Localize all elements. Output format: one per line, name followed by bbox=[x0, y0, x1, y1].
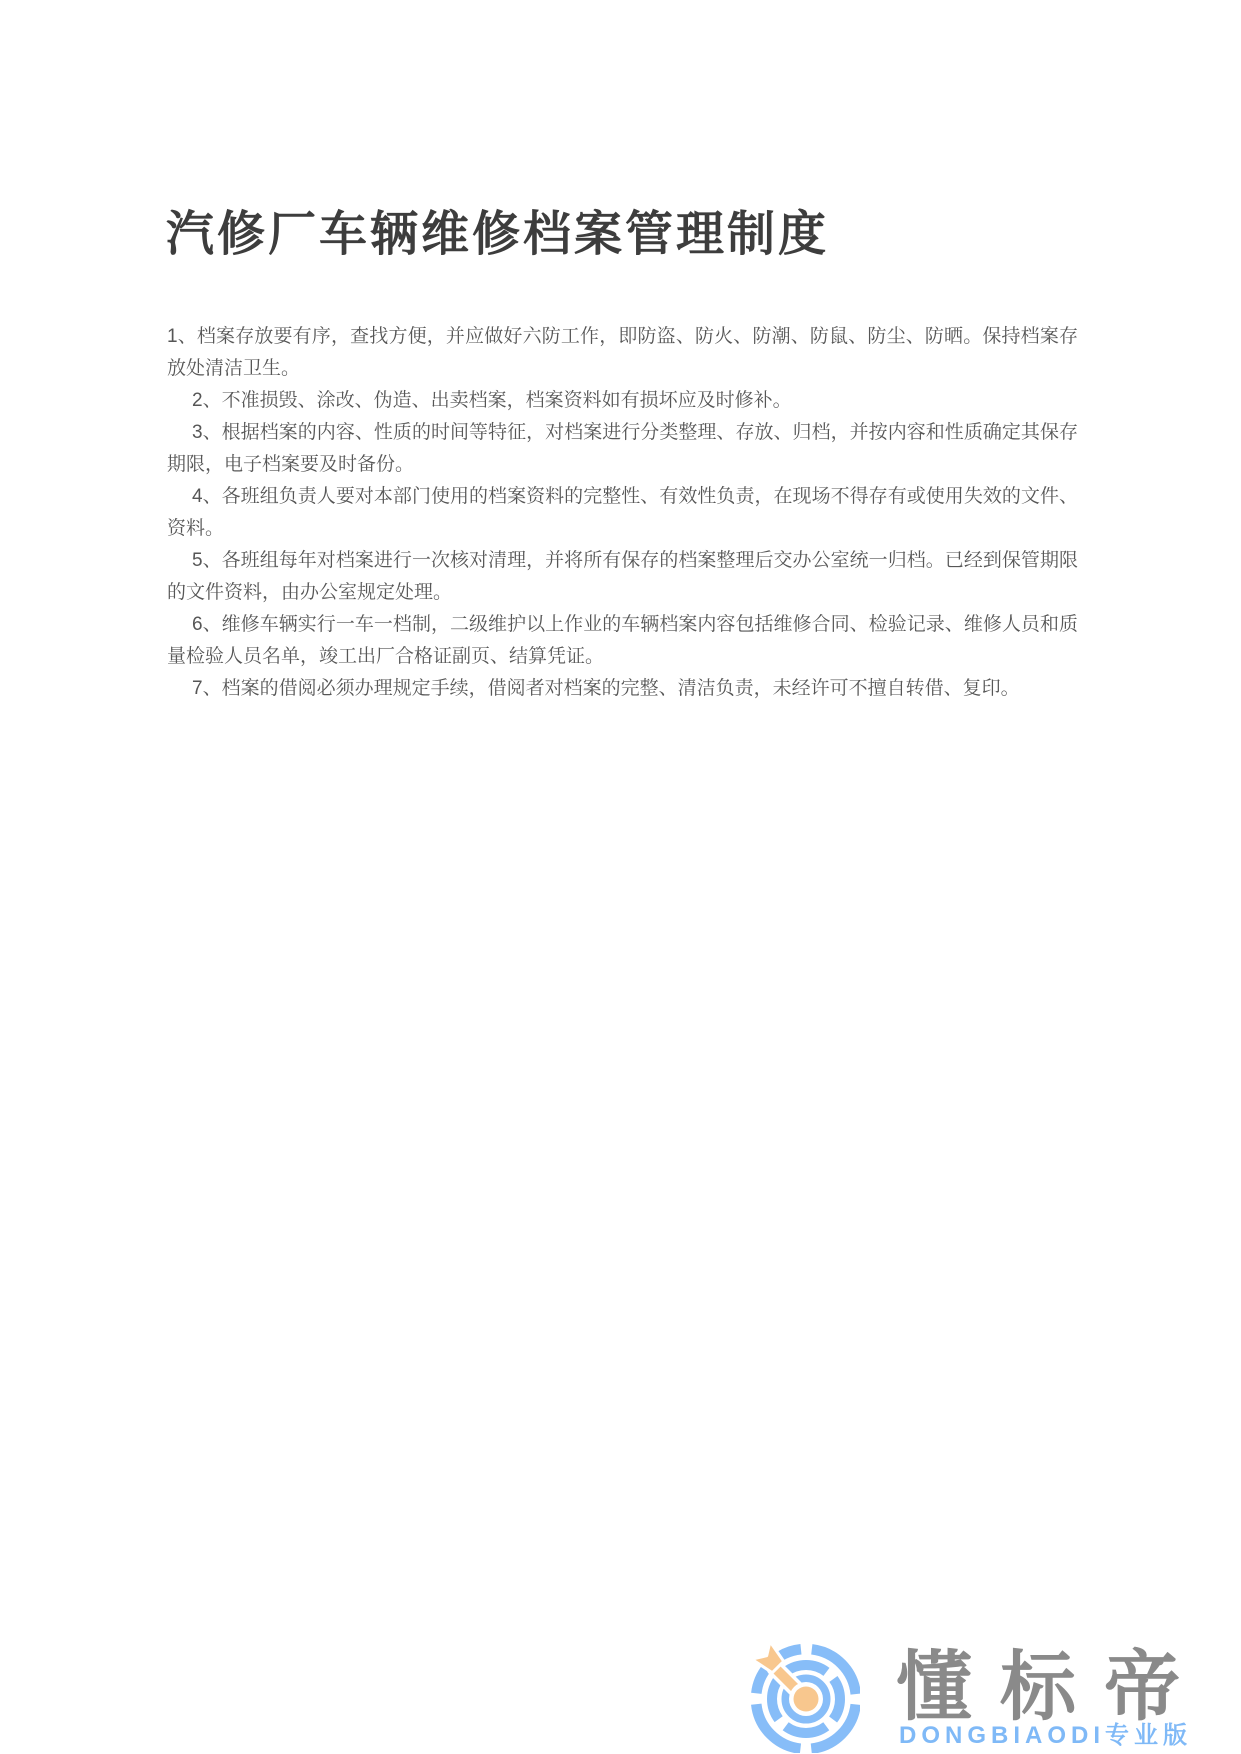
brand-subtitle-text: DONGBIAODI专业版 bbox=[899, 1722, 1192, 1749]
paragraph: 2、不准损毁、涂改、伪造、出卖档案，档案资料如有损坏应及时修补。 bbox=[192, 390, 792, 411]
paragraph: 3、根据档案的内容、性质的时间等特征，对档案进行分类整理、存放、归档，并按内容和性质确定其保存期限，电子档案要及时备份。 bbox=[167, 422, 1078, 475]
paragraph: 6、维修车辆实行一车一档制，二级维护以上作业的车辆档案内容包括维修合同、检验记录、维修人员和质量检验人员名单，竣工出厂合格证副页、结算凭证。 bbox=[167, 614, 1078, 667]
paragraph: 5、各班组每年对档案进行一次核对清理，并将所有保存的档案整理后交办公室统一归档。已经到保管期限的文件资料，由办公室规定处理。 bbox=[167, 550, 1078, 603]
brand-name-text: 懂标帝 bbox=[896, 1645, 1208, 1730]
paragraph: 7、档案的借阅必须办理规定手续，借阅者对档案的完整、清洁负责，未经许可不擅自转借、复印。 bbox=[192, 678, 1020, 699]
paragraph: 1、档案存放要有序，查找方便，并应做好六防工作，即防盗、防火、防潮、防鼠、防尘、防晒。保持档案存放处清洁卫生。 bbox=[167, 326, 1078, 379]
document-title: 汽修厂车辆维修档案管理制度 bbox=[166, 208, 830, 261]
document-body bbox=[167, 321, 1078, 705]
paragraph: 4、各班组负责人要对本部门使用的档案资料的完整性、有效性负责，在现场不得存有或使用失效的文件、资料。 bbox=[167, 486, 1078, 539]
target-dart-icon bbox=[748, 1641, 860, 1753]
